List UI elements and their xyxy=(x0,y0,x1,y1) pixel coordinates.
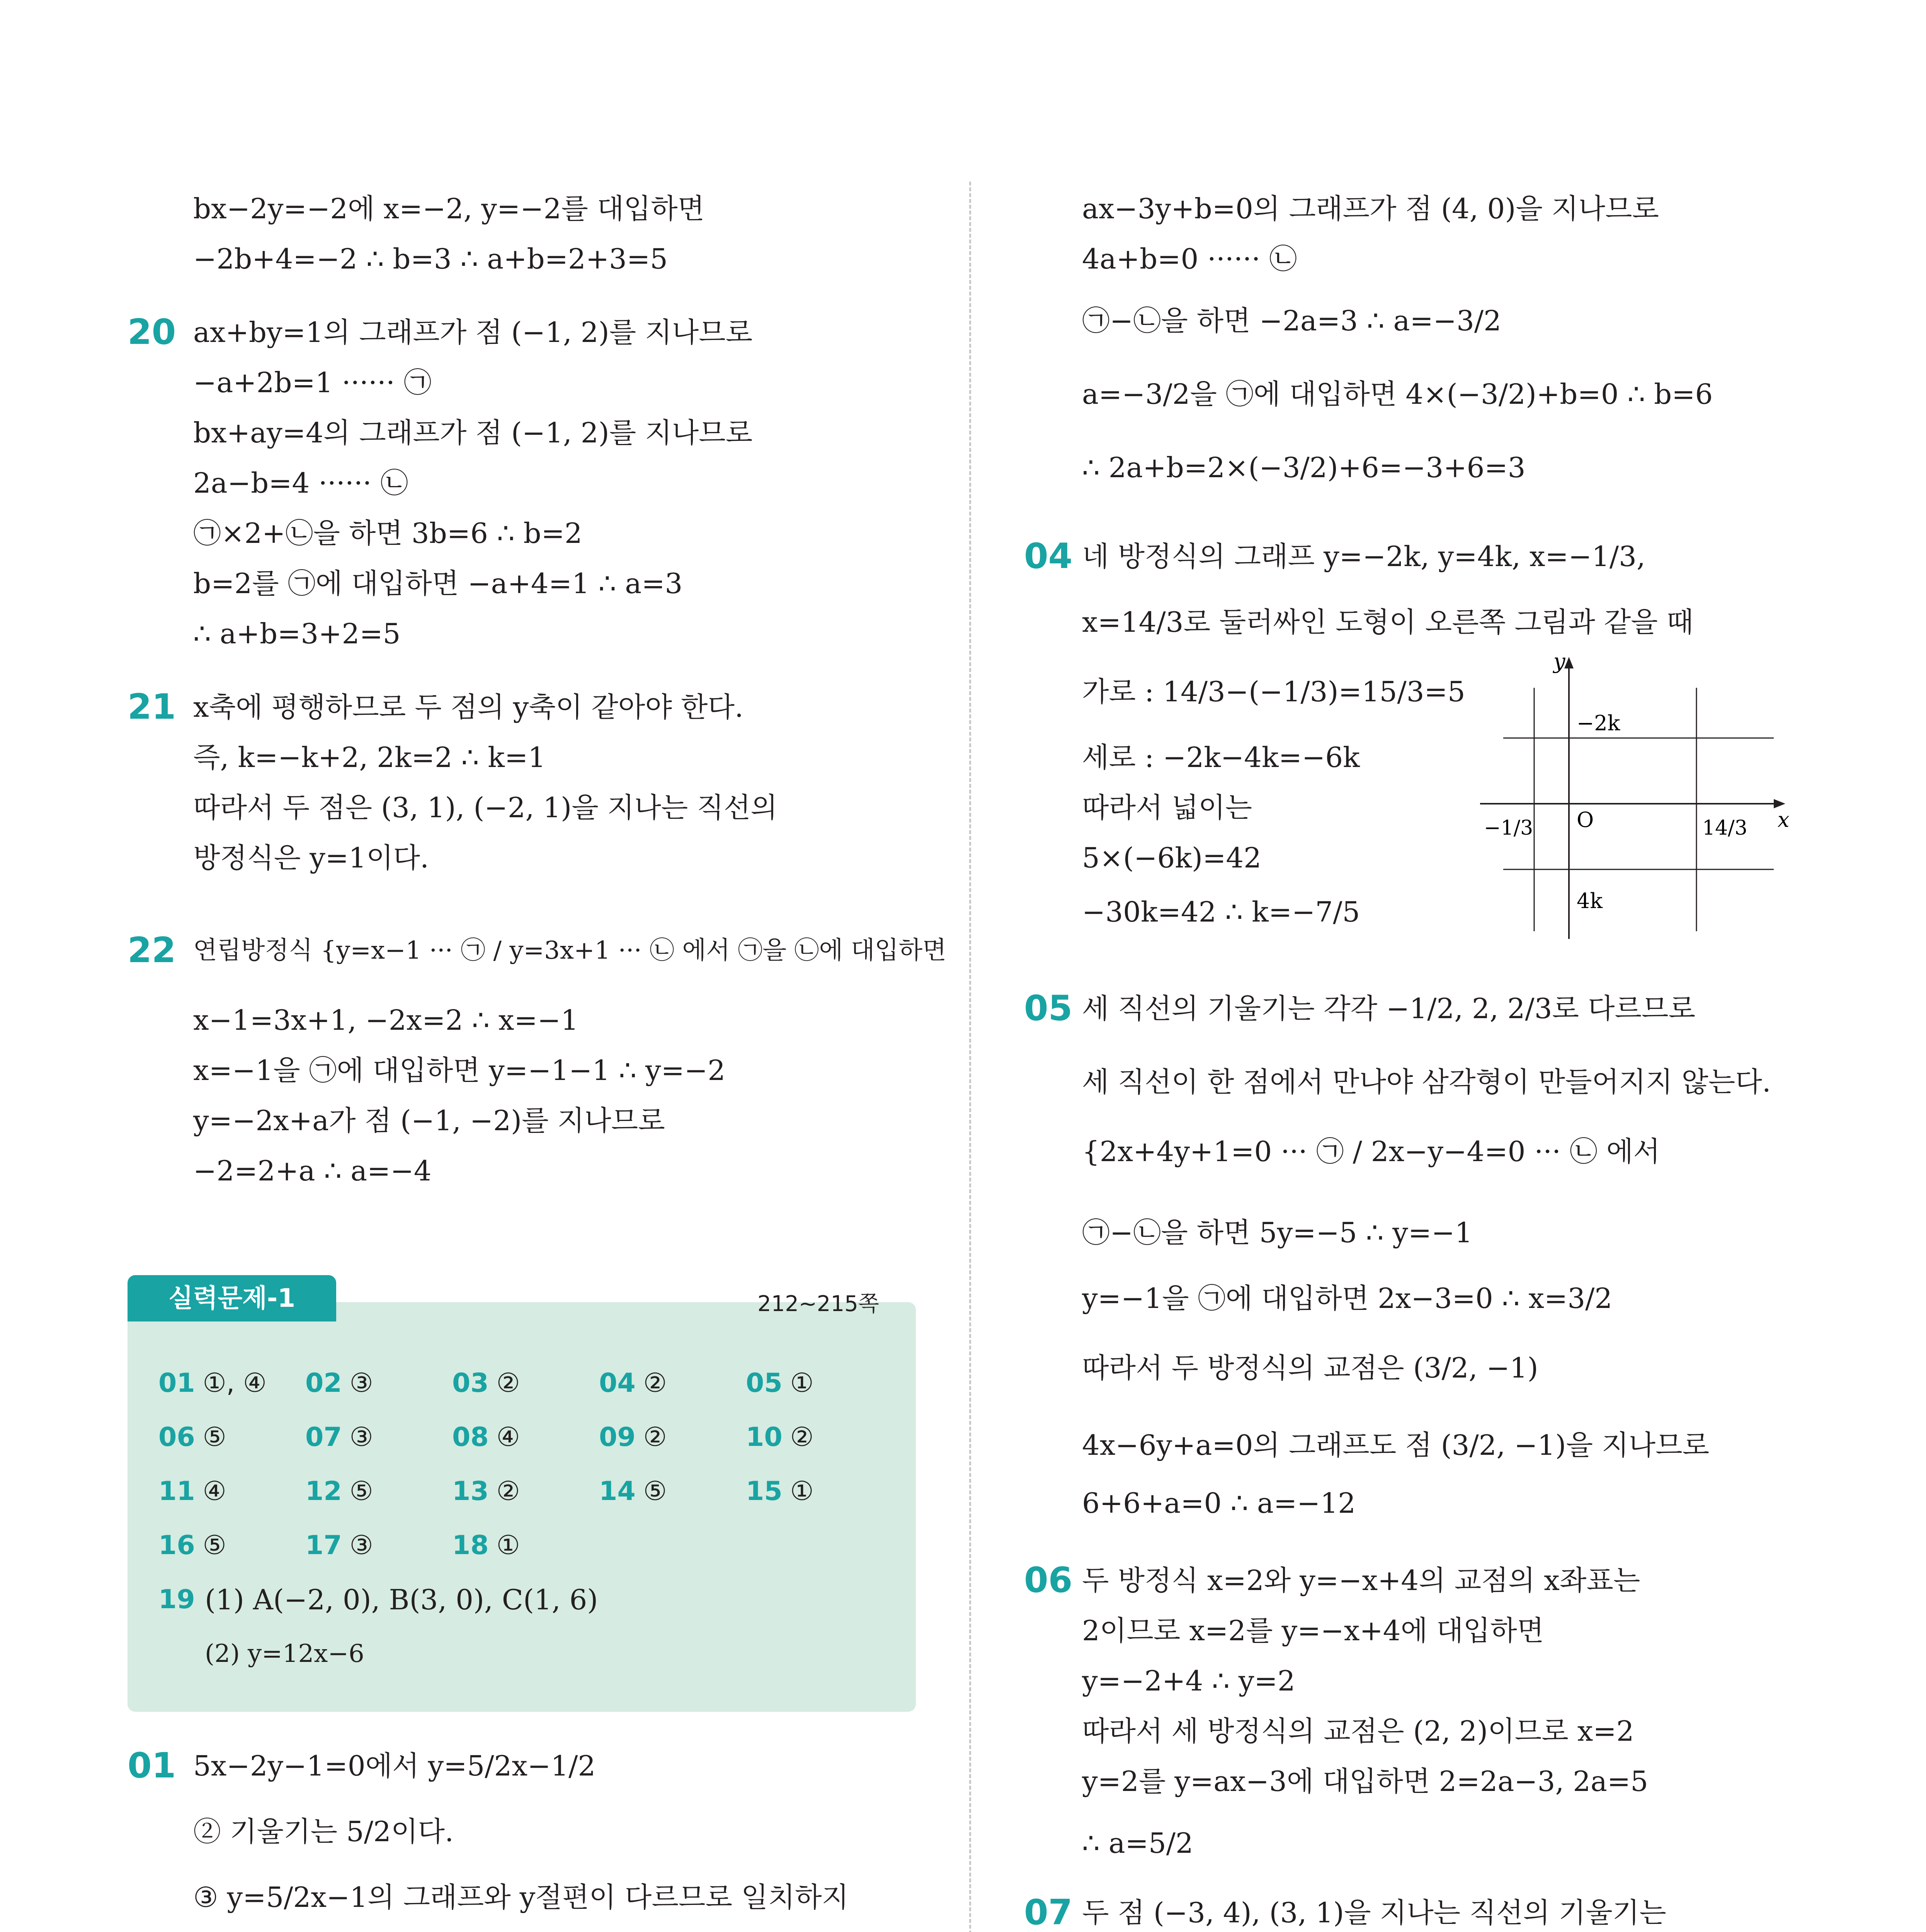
text-line: 따라서 두 점은 (3, 1), (−2, 1)을 지나는 직선의 xyxy=(193,791,778,824)
answer-item xyxy=(305,1418,373,1457)
text-line: 방정식은 y=1이다. xyxy=(193,842,429,874)
answer-number: 18 xyxy=(452,1530,489,1561)
answer-box-title: 실력문제-1 xyxy=(128,1275,336,1321)
text-line: 가로 : 14/3−(−1/3)=15/3=5 xyxy=(1082,675,1465,708)
problem-number: 20 xyxy=(128,312,176,352)
answer-value: ① xyxy=(496,1530,520,1561)
answer-item xyxy=(158,1364,267,1403)
answer-number: 14 xyxy=(599,1476,636,1507)
answer-item xyxy=(599,1364,667,1403)
text-line: x−1=3x+1, −2x=2 ∴ x=−1 xyxy=(193,1004,578,1036)
answer-number: 11 xyxy=(158,1476,195,1507)
answer-value: ② xyxy=(496,1476,520,1507)
answer-item xyxy=(746,1472,814,1511)
text-line: 2이므로 x=2를 y=−x+4에 대입하면 xyxy=(1082,1614,1544,1647)
text-line: 따라서 두 방정식의 교점은 (3/2, −1) xyxy=(1082,1352,1538,1384)
answer-value: ⑤ xyxy=(349,1476,373,1507)
answer-value: ② xyxy=(643,1422,667,1452)
answer-number: 04 xyxy=(599,1368,636,1398)
answer-item xyxy=(452,1418,520,1457)
answer-item xyxy=(452,1472,520,1511)
answer-item xyxy=(158,1418,226,1457)
answer-value: ③ xyxy=(349,1368,373,1398)
text-line: y=−1을 ㉠에 대입하면 2x−3=0 ∴ x=3/2 xyxy=(1082,1282,1613,1315)
text-line: ㉠−㉡을 하면 −2a=3 ∴ a=−3/2 xyxy=(1082,304,1501,337)
text-line: 세 직선이 한 점에서 만나야 삼각형이 만들어지지 않는다. xyxy=(1082,1066,1771,1098)
text-line: −2b+4=−2 ∴ b=3 ∴ a+b=2+3=5 xyxy=(193,243,668,275)
answer-item xyxy=(599,1472,667,1511)
answer-number: 01 xyxy=(158,1368,195,1398)
text-line: ax−3y+b=0의 그래프가 점 (4, 0)을 지나므로 xyxy=(1082,192,1659,225)
text-line: 네 방정식의 그래프 y=−2k, y=4k, x=−1/3, xyxy=(1082,540,1645,573)
answer-item xyxy=(746,1418,814,1457)
answer-number: 05 xyxy=(746,1368,783,1398)
graph-origin: O xyxy=(1577,808,1594,832)
text-line: −2=2+a ∴ a=−4 xyxy=(193,1155,432,1187)
answer-item xyxy=(599,1418,667,1457)
answer-value: ① xyxy=(790,1368,814,1398)
text-line: {2x+4y+1=0 ··· ㉠ / 2x−y−4=0 ··· ㉡ 에서 xyxy=(1082,1135,1660,1168)
text-line: bx+ay=4의 그래프가 점 (−1, 2)를 지나므로 xyxy=(193,417,753,449)
answer-item xyxy=(158,1526,226,1565)
text-line: −a+2b=1 ······ ㉠ xyxy=(193,366,432,399)
text-line: x=14/3로 둘러싸인 도형이 오른쪽 그림과 같을 때 xyxy=(1082,606,1694,638)
problem-number: 22 xyxy=(128,930,176,971)
answer-number: 02 xyxy=(305,1368,342,1398)
text-line: ∴ a=5/2 xyxy=(1082,1827,1193,1859)
text-line: −30k=42 ∴ k=−7/5 xyxy=(1082,896,1360,928)
text-line: b=2를 ㉠에 대입하면 −a+4=1 ∴ a=3 xyxy=(193,567,683,600)
text-line: ax+by=1의 그래프가 점 (−1, 2)를 지나므로 xyxy=(193,316,753,349)
page-range: 212~215쪽 xyxy=(757,1291,879,1316)
answer-text: (1) A(−2, 0), B(3, 0), C(1, 6) xyxy=(205,1583,598,1616)
answer-number: 17 xyxy=(305,1530,342,1561)
answer-number: 06 xyxy=(158,1422,195,1452)
text-line: x축에 평행하므로 두 점의 y축이 같아야 한다. xyxy=(193,691,744,723)
answer-number: 15 xyxy=(746,1476,783,1507)
text-line: 두 방정식 x=2와 y=−x+4의 교점의 x좌표는 xyxy=(1082,1564,1640,1597)
answer-item xyxy=(452,1364,520,1403)
answer-item xyxy=(305,1472,373,1511)
text-line: 2a−b=4 ······ ㉡ xyxy=(193,467,408,499)
answer-value: ⑤ xyxy=(202,1530,226,1561)
answer-value: ③ xyxy=(349,1422,373,1452)
answer-number: 09 xyxy=(599,1422,636,1452)
text-line: x=−1을 ㉠에 대입하면 y=−1−1 ∴ y=−2 xyxy=(193,1054,726,1087)
answer-number: 03 xyxy=(452,1368,489,1398)
text-line: 5×(−6k)=42 xyxy=(1082,842,1262,874)
problem-number: 04 xyxy=(1024,536,1073,577)
text-line: ∴ a+b=3+2=5 xyxy=(193,617,401,650)
problem-number: 01 xyxy=(128,1745,176,1786)
answer-value: ⑤ xyxy=(643,1476,667,1507)
answer-number: 12 xyxy=(305,1476,342,1507)
graph-top-line-label: −2k xyxy=(1577,711,1620,735)
region-graph xyxy=(1480,653,1789,947)
text-line: 두 점 (−3, 4), (3, 1)을 지나는 직선의 기울기는 xyxy=(1082,1896,1666,1929)
text-line: 세로 : −2k−4k=−6k xyxy=(1082,741,1360,774)
answer-value: ② xyxy=(496,1368,520,1398)
answer-number: 07 xyxy=(305,1422,342,1452)
answer-number: 16 xyxy=(158,1530,195,1561)
answer-number: 13 xyxy=(452,1476,489,1507)
graph-y-label: y xyxy=(1553,653,1565,673)
text-line: 따라서 넓이는 xyxy=(1082,791,1252,824)
text-line: 세 직선의 기울기는 각각 −1/2, 2, 2/3로 다르므로 xyxy=(1082,992,1696,1025)
answer-number: 08 xyxy=(452,1422,489,1452)
text-line: ③ y=5/2x−1의 그래프와 y절편이 다르므로 일치하지 xyxy=(193,1881,849,1913)
text-line: ㉠×2+㉡을 하면 3b=6 ∴ b=2 xyxy=(193,517,582,549)
answer-item xyxy=(305,1364,373,1403)
text-line: 6+6+a=0 ∴ a=−12 xyxy=(1082,1487,1356,1519)
answer-number: 19 xyxy=(158,1584,195,1615)
answer-item xyxy=(305,1526,373,1565)
answer-value: ③ xyxy=(349,1530,373,1561)
graph-bottom-line-label: 4k xyxy=(1577,889,1603,913)
text-line: y=2를 y=ax−3에 대입하면 2=2a−3, 2a=5 xyxy=(1082,1765,1649,1798)
graph-right-line-label: 14/3 xyxy=(1702,816,1747,840)
answer-value: ④ xyxy=(202,1476,226,1507)
text-line: 따라서 세 방정식의 교점은 (2, 2)이므로 x=2 xyxy=(1082,1715,1634,1747)
graph-x-label: x xyxy=(1778,808,1789,832)
problem-number: 21 xyxy=(128,687,176,727)
text-line: ∴ 2a+b=2×(−3/2)+6=−3+6=3 xyxy=(1082,451,1526,484)
answer-value: ⑤ xyxy=(202,1422,226,1452)
answer-number: 10 xyxy=(746,1422,783,1452)
text-line: ㉠−㉡을 하면 5y=−5 ∴ y=−1 xyxy=(1082,1216,1473,1249)
problem-number: 05 xyxy=(1024,988,1073,1029)
text-line: a=−3/2을 ㉠에 대입하면 4×(−3/2)+b=0 ∴ b=6 xyxy=(1082,378,1713,410)
text-line: 연립방정식 {y=x−1 ··· ㉠ / y=3x+1 ··· ㉡ 에서 ㉠을 ㉡에 대입하면 xyxy=(193,936,946,965)
answer-item xyxy=(746,1364,814,1403)
text-line: 5x−2y−1=0에서 y=5/2x−1/2 xyxy=(193,1750,596,1782)
text-line: bx−2y=−2에 x=−2, y=−2를 대입하면 xyxy=(193,192,705,225)
answer-value: ② xyxy=(643,1368,667,1398)
answer-value: ② xyxy=(790,1422,814,1452)
text-line: 4a+b=0 ······ ㉡ xyxy=(1082,243,1297,275)
text-line: 즉, k=−k+2, 2k=2 ∴ k=1 xyxy=(193,741,546,774)
text-line: y=−2+4 ∴ y=2 xyxy=(1082,1665,1295,1697)
answer-text: (2) y=12x−6 xyxy=(205,1639,364,1668)
answer-item xyxy=(452,1526,520,1565)
graph-left-line-label: −1/3 xyxy=(1484,816,1533,840)
answer-value: ①, ④ xyxy=(202,1368,267,1398)
answer-item xyxy=(158,1472,226,1511)
answer-value: ① xyxy=(790,1476,814,1507)
answer-value: ④ xyxy=(496,1422,520,1452)
text-line: ② 기울기는 5/2이다. xyxy=(193,1815,454,1848)
problem-number: 07 xyxy=(1024,1892,1073,1932)
problem-number: 06 xyxy=(1024,1560,1073,1600)
column-divider xyxy=(969,182,971,1932)
text-line: y=−2x+a가 점 (−1, −2)를 지나므로 xyxy=(193,1104,665,1137)
text-line: 4x−6y+a=0의 그래프도 점 (3/2, −1)을 지나므로 xyxy=(1082,1429,1710,1461)
